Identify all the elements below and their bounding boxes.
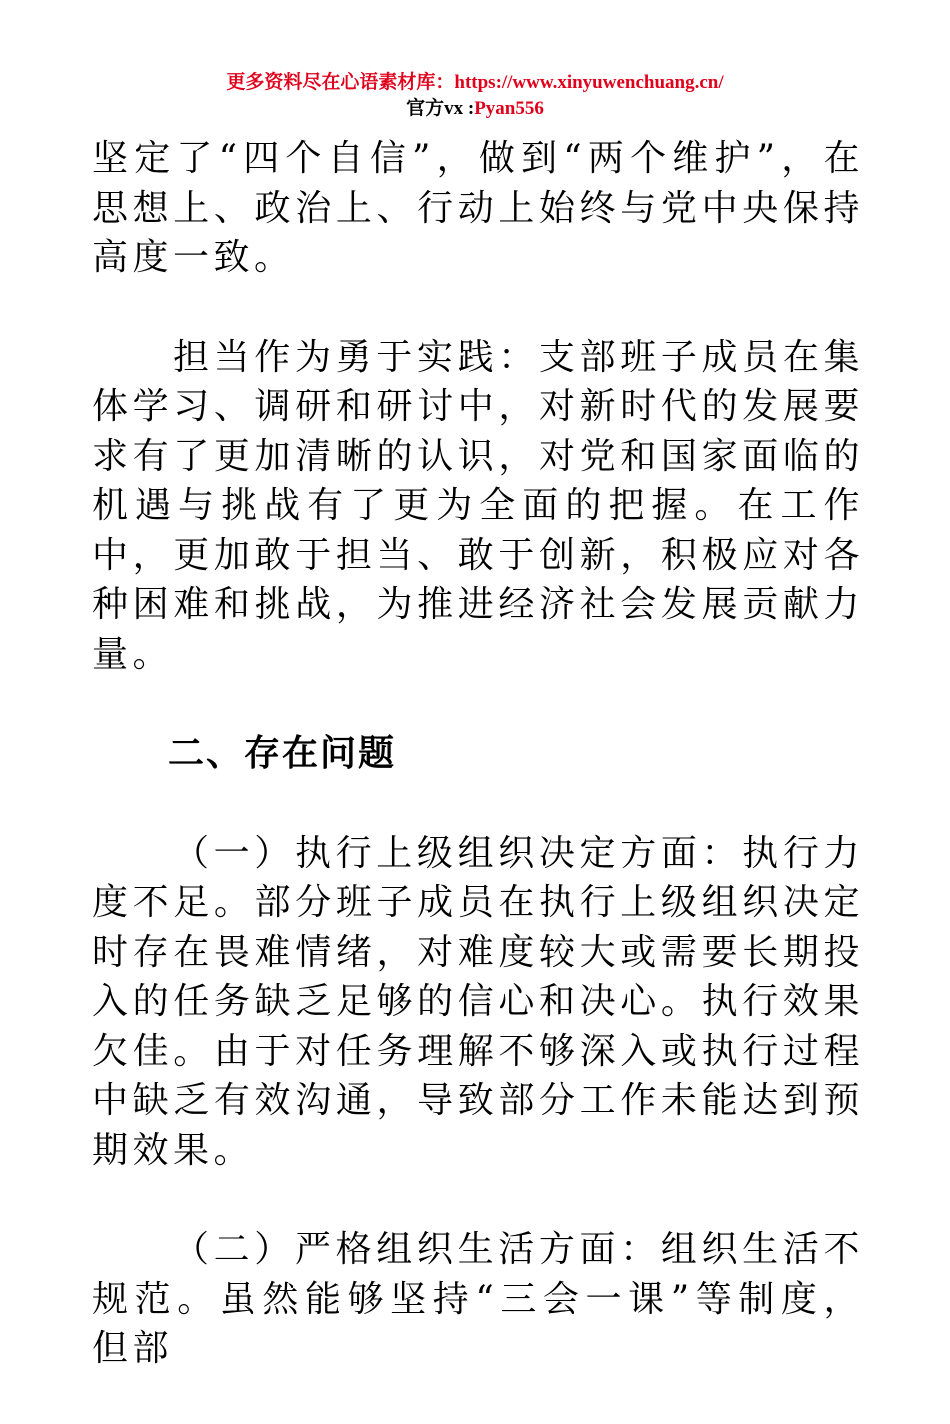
paragraph-continuation: 坚定了“四个自信”，做到“两个维护”，在思想上、政治上、行动上始终与党中央保持高度一致。: [92, 138, 864, 278]
paragraph-issue-two: （二）严格组织生活方面：组织生活不规范。虽然能够坚持“三会一课”等制度，但部: [92, 1229, 864, 1369]
watermark-line-2: [0, 96, 950, 122]
watermark-header: [0, 70, 950, 122]
document-body: [92, 134, 864, 1424]
vx-id: Pyan556: [474, 98, 544, 119]
watermark-text: 更多资料尽在心语素材库：: [226, 72, 455, 93]
paragraph-issue-one: （一）执行上级组织决定方面：执行力度不足。部分班子成员在执行上级组织决定时存在畏难情绪，对难度较大或需要长期投入的任务缺乏足够的信心和决心。执行效果欠佳。由于对任务理解不够深入或执行过程中缺乏有效沟通，导致部分工作未能达到预期效果。: [92, 832, 864, 1171]
watermark-url-link[interactable]: https://www.xinyuwenchuang.cn/: [454, 72, 724, 93]
vx-label: 官方vx :: [406, 98, 475, 119]
section-heading: 二、存在问题: [168, 733, 397, 774]
paragraph-responsibility: 担当作为勇于实践：支部班子成员在集体学习、调研和研讨中，对新时代的发展要求有了更加清晰的认识，对党和国家面临的机遇与挑战有了更为全面的把握。在工作中，更加敢于担当、敢于创新，积极应对各种困难和挑战，为推进经济社会发展贡献力量。: [92, 336, 864, 675]
watermark-line-1: [0, 70, 950, 96]
